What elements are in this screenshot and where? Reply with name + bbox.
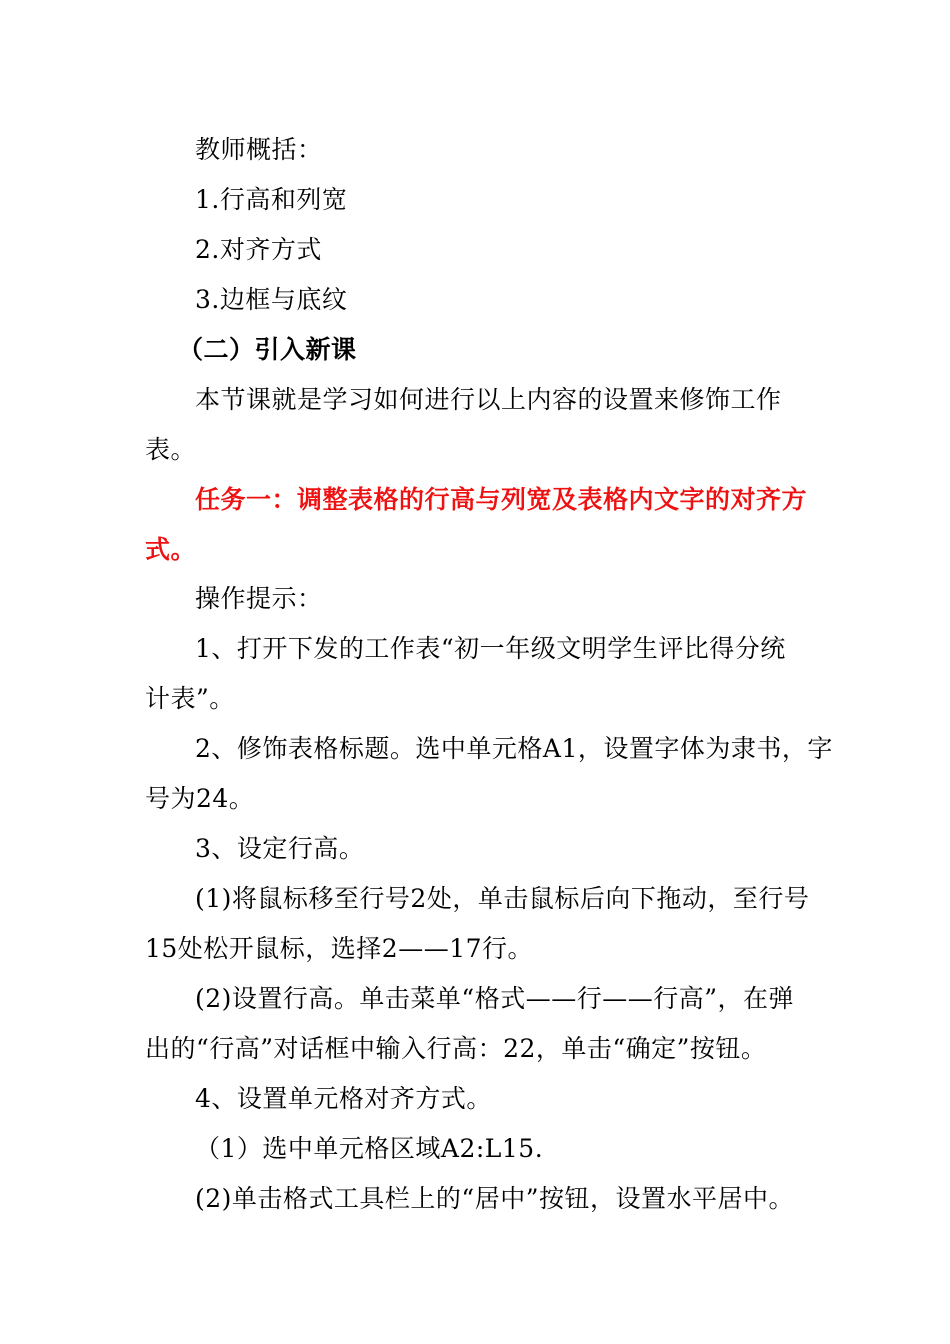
summary-item-1: 1.行高和列宽 xyxy=(195,185,348,214)
step-4-sub-1: （1）选中单元格区域A2:L15. xyxy=(195,1134,544,1163)
summary-item-2: 2.对齐方式 xyxy=(195,235,322,264)
task-title-line-2: 式。 xyxy=(145,535,197,564)
step-2-line-1: 2、修饰表格标题。选中单元格A1，设置字体为隶书，字 xyxy=(195,734,833,763)
step-3: 3、设定行高。 xyxy=(195,834,365,863)
task-title-line-1: 任务一：调整表格的行高与列宽及表格内文字的对齐方 xyxy=(195,485,808,514)
step-3-sub-2-line-1: (2)设置行高。单击菜单“格式——行——行高”，在弹 xyxy=(195,984,794,1013)
summary-intro: 教师概括： xyxy=(195,135,323,164)
step-1-line-1: 1、打开下发的工作表“初一年级文明学生评比得分统 xyxy=(195,634,786,663)
step-3-sub-1-line-2: 15处松开鼠标，选择2——17行。 xyxy=(145,934,534,963)
tips-label: 操作提示： xyxy=(195,584,323,613)
intro-paragraph-line-2: 表。 xyxy=(145,435,197,464)
step-4-sub-2: (2)单击格式工具栏上的“居中”按钮，设置水平居中。 xyxy=(195,1184,794,1213)
step-3-sub-1-line-1: (1)将鼠标移至行号2处，单击鼠标后向下拖动，至行号 xyxy=(195,884,810,913)
intro-paragraph-line-1: 本节课就是学习如何进行以上内容的设置来修饰工作 xyxy=(195,385,782,414)
section-heading: （二）引入新课 xyxy=(178,335,357,364)
summary-item-3: 3.边框与底纹 xyxy=(195,285,348,314)
step-2-line-2: 号为24。 xyxy=(145,784,255,813)
step-4: 4、设置单元格对齐方式。 xyxy=(195,1084,492,1113)
step-3-sub-2-line-2: 出的“行高”对话框中输入行高：22，单击“确定”按钮。 xyxy=(145,1034,767,1063)
step-1-line-2: 计表”。 xyxy=(145,684,235,713)
